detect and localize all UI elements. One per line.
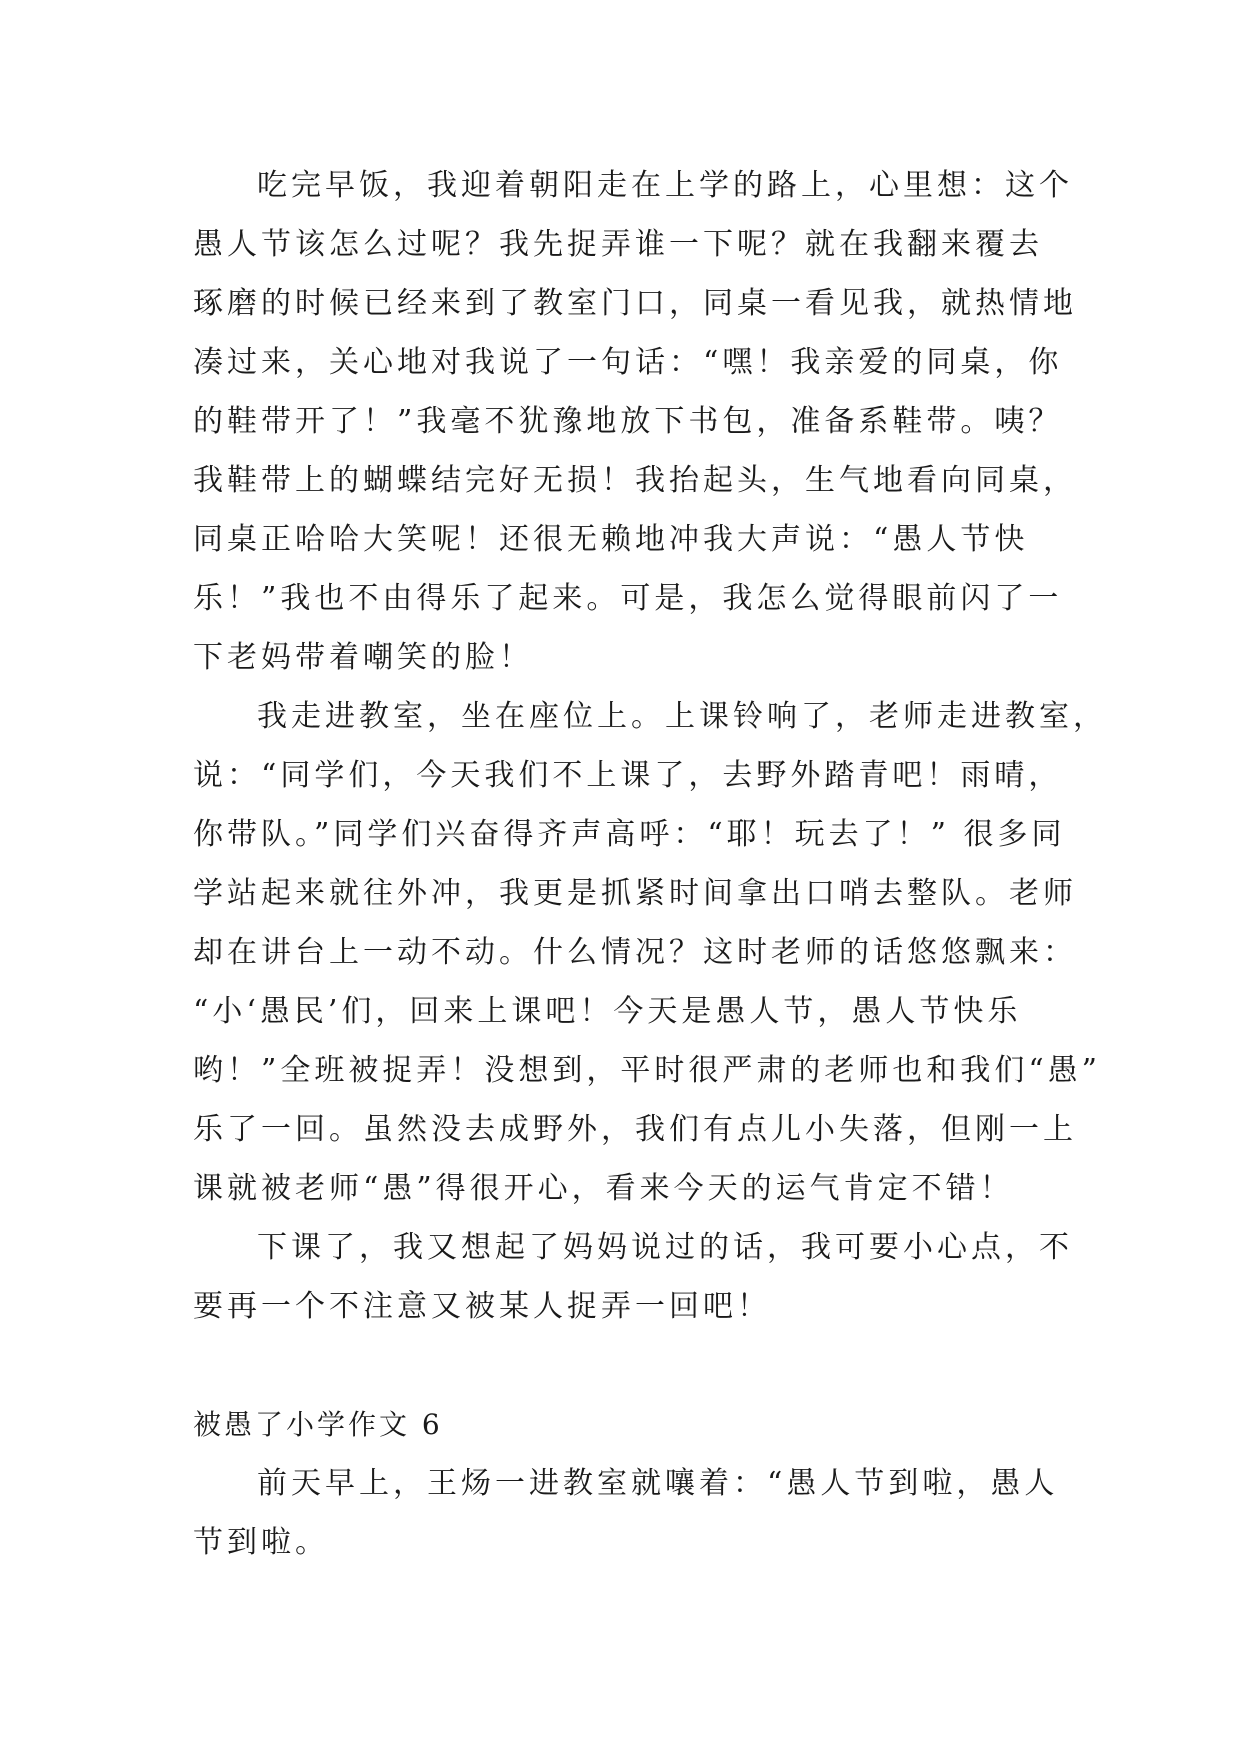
text-line: 说：“同学们，今天我们不上课了，去野外踏青吧！雨晴， xyxy=(193,758,1063,793)
text-line: 琢磨的时候已经来到了教室门口，同桌一看见我，就热情地 xyxy=(193,286,1077,321)
text-line: 下课了，我又想起了妈妈说过的话，我可要小心点，不 xyxy=(257,1230,1073,1265)
text-line: 的鞋带开了！”我毫不犹豫地放下书包，准备系鞋带。咦？ xyxy=(193,404,1063,439)
text-line: “小‘愚民’们，回来上课吧！今天是愚人节，愚人节快乐 xyxy=(193,994,1022,1029)
text-line: 我鞋带上的蝴蝶结完好无损！我抬起头，生气地看向同桌， xyxy=(193,463,1077,498)
text-line: 乐了一回。虽然没去成野外，我们有点儿小失落，但刚一上 xyxy=(193,1112,1077,1147)
text-line: 我走进教室，坐在座位上。上课铃响了，老师走进教室， xyxy=(257,699,1107,734)
text-line: 下老妈带着嘲笑的脸！ xyxy=(193,640,533,675)
section-heading: 被愚了小学作文 6 xyxy=(193,1408,443,1441)
text-line: 学站起来就往外冲，我更是抓紧时间拿出口哨去整队。老师 xyxy=(193,876,1077,911)
text-line: 凑过来，关心地对我说了一句话：“嘿！我亲爱的同桌，你 xyxy=(193,345,1063,380)
text-line: 乐！”我也不由得乐了起来。可是，我怎么觉得眼前闪了一 xyxy=(193,581,1063,616)
text-line: 愚人节该怎么过呢？我先捉弄谁一下呢？就在我翻来覆去 xyxy=(193,227,1043,262)
text-line: 你带队。”同学们兴奋得齐声高呼：“耶！玩去了！” 很多同 xyxy=(193,817,1066,852)
text-line: 吃完早饭，我迎着朝阳走在上学的路上，心里想：这个 xyxy=(257,168,1073,203)
text-line: 哟！”全班被捉弄！没想到，平时很严肃的老师也和我们“愚” xyxy=(193,1053,1102,1088)
text-line: 前天早上，王炀一进教室就嚷着：“愚人节到啦，愚人 xyxy=(257,1466,1059,1501)
text-line: 节到啦。 xyxy=(193,1525,329,1560)
text-line: 要再一个不注意又被某人捉弄一回吧！ xyxy=(193,1289,771,1324)
text-line: 却在讲台上一动不动。什么情况？这时老师的话悠悠飘来： xyxy=(193,935,1077,970)
text-line: 课就被老师“愚”得很开心，看来今天的运气肯定不错！ xyxy=(193,1171,1014,1206)
text-line: 同桌正哈哈大笑呢！还很无赖地冲我大声说：“愚人节快 xyxy=(193,522,1029,557)
